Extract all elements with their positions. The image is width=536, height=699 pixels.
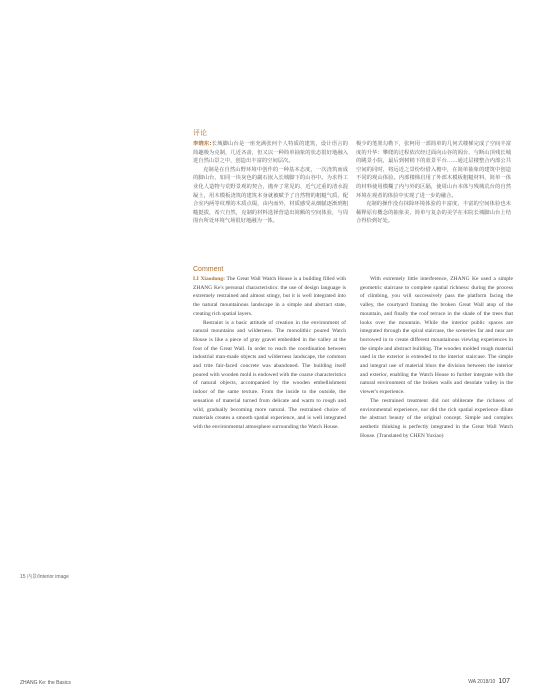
chinese-comment-heading: 评论 [193, 130, 207, 137]
image-caption: 15 内景/Interior image [20, 574, 69, 580]
chinese-author-name: 李晓东: [193, 141, 212, 147]
footer-left-title: ZHANG Ke: the Basics [20, 680, 71, 686]
chinese-paragraph: 克制是在自然山野环境中创作的一种基本态度，一次浇筑而成的脚山台，如同一块灰色的巖石嵌入长城脚下的山谷中。为求得工业化人造物与荒野景观的契合，抛弃了常见的、近气过重的清水混凝土，用木模板浇筑的建筑本身就被赋予了自然物的粗糙气质，配合室内两等纹理的木质点缀，由内而外，材质感受从细腻逐渐到粗糙挺拔，希穴自然，克制的材料选择营造出简额的空间体验，与周围台所处环境气场很好地融为一体。 [193, 166, 348, 225]
chinese-paragraph [193, 140, 348, 166]
english-paragraph [193, 275, 346, 319]
english-comment-columns [193, 275, 513, 440]
english-paragraph: With extremely little interference, ZHANG Ke used a simple geometric staircase to complete spatial richness: during the process of climbing, you will successively pass the platform facing the valley, the courtyard framing the broken Great Wall atop of the mountain, and finally the roof terrace in the shade of the trees that looks over the mountain. While the interior public spaces are integrated through the spiral staircase, the sceneries far and near are borrowed in to create different mountainous viewing experiences in the simple and abstract building. The wooden molded rough material used in the exterior is extended to the interior staircase. The simple and integral use of material blurs the division between the interior and exterior, enabling the Watch House to further integrate with the natural environment of the broken walls and desolate valley in the viewer's experience. [360, 276, 513, 396]
english-comment-section [193, 266, 513, 440]
footer-journal-issue: WA 2018/10 [468, 679, 496, 685]
english-paragraph-text: The Great Wall Watch House is a building filled with ZHANG Ke's personal characteristics: the use of design language is extremely restrained and almost stingy, but it is well integrated into the natural mountainous landscape in a simple and abstract state, creating rich spatial layers. [193, 276, 346, 317]
chinese-comment-columns [193, 140, 511, 226]
chinese-comment-column-left [193, 140, 348, 226]
chinese-paragraph-text: 长城脚山台是一座充满张何个人特质的建筑，设计语言的简趣极为克制，几近吝啬，但又以一种简单抽象的状态很好地融入进自然山景之中，创造出丰富的空间层次。 [193, 141, 348, 165]
chinese-comment-column-right [356, 140, 511, 226]
english-paragraph: The restrained treatment did not obliterate the richness of environmental experience, nor did the rich spatial experience dilute the abstract beauty of the original concept. Simple and complex aesthetic thinking is perfectly integrated in the Great Wall Watch House. (Translated by CHEN Yuxiao) [360, 397, 513, 439]
chinese-paragraph: 极少的笔墨勾勒下，张柯用一部简单的几何式楼梯完成了空间丰富度的升华：攀爬的过程依次经过面向山谷的阁台、与断山顶残长城的眺景小院，最后到树梢下的蓝景平台……通过层楼整合内部公共空间的同时，将远近之景纷纷借入檐中，在简单抽象的建筑中创造不同的观山体验。内部楼梯启用了外部木模板粗糙材料，简单一体的材料使用模糊了内与外的区隔，使周山台本体与残城荒台的自然环境在观者的体验中实现了进一步的融合。 [356, 141, 511, 199]
chinese-comment-section [193, 128, 511, 226]
english-comment-column-right [360, 275, 513, 440]
page-number: 107 [498, 678, 510, 685]
english-paragraph: Restraint is a basic attitude of creation in the environment of natural mountains and wilderness. The monolithic poured Watch House is like a piece of gray gravel embedded in the valley at the foot of the Great Wall. In order to reach the coordination between industrial man-made objects and wilderness landscape, the common and trite fair-faced concrete was abandoned. The building itself poured with wooden mold is endowed with the coarse characteristics of natural objects, accompanied by the wooden embellishment indoor of the same texture. From the inside to the outside, the sensation of material turned from delicate and warm to rough and wild, gradually becoming more natural. The restrained choice of materials creates a smooth spatial experience, and is well integrated with the environmental atmosphere surrounding the Watch House. [193, 319, 346, 430]
chinese-paragraph: 克制的操作没有抹除环境体验的丰富度，丰富的空间体验也未稀释原有概念的抽象美，简单与复杂的美学在本院长城脚山台上结合得恰到好处。 [356, 201, 511, 225]
english-author-name: LI Xiaodong: [193, 276, 225, 282]
english-comment-heading: Comment [193, 266, 224, 273]
footer-right [468, 678, 510, 685]
english-comment-column-left [193, 275, 346, 440]
